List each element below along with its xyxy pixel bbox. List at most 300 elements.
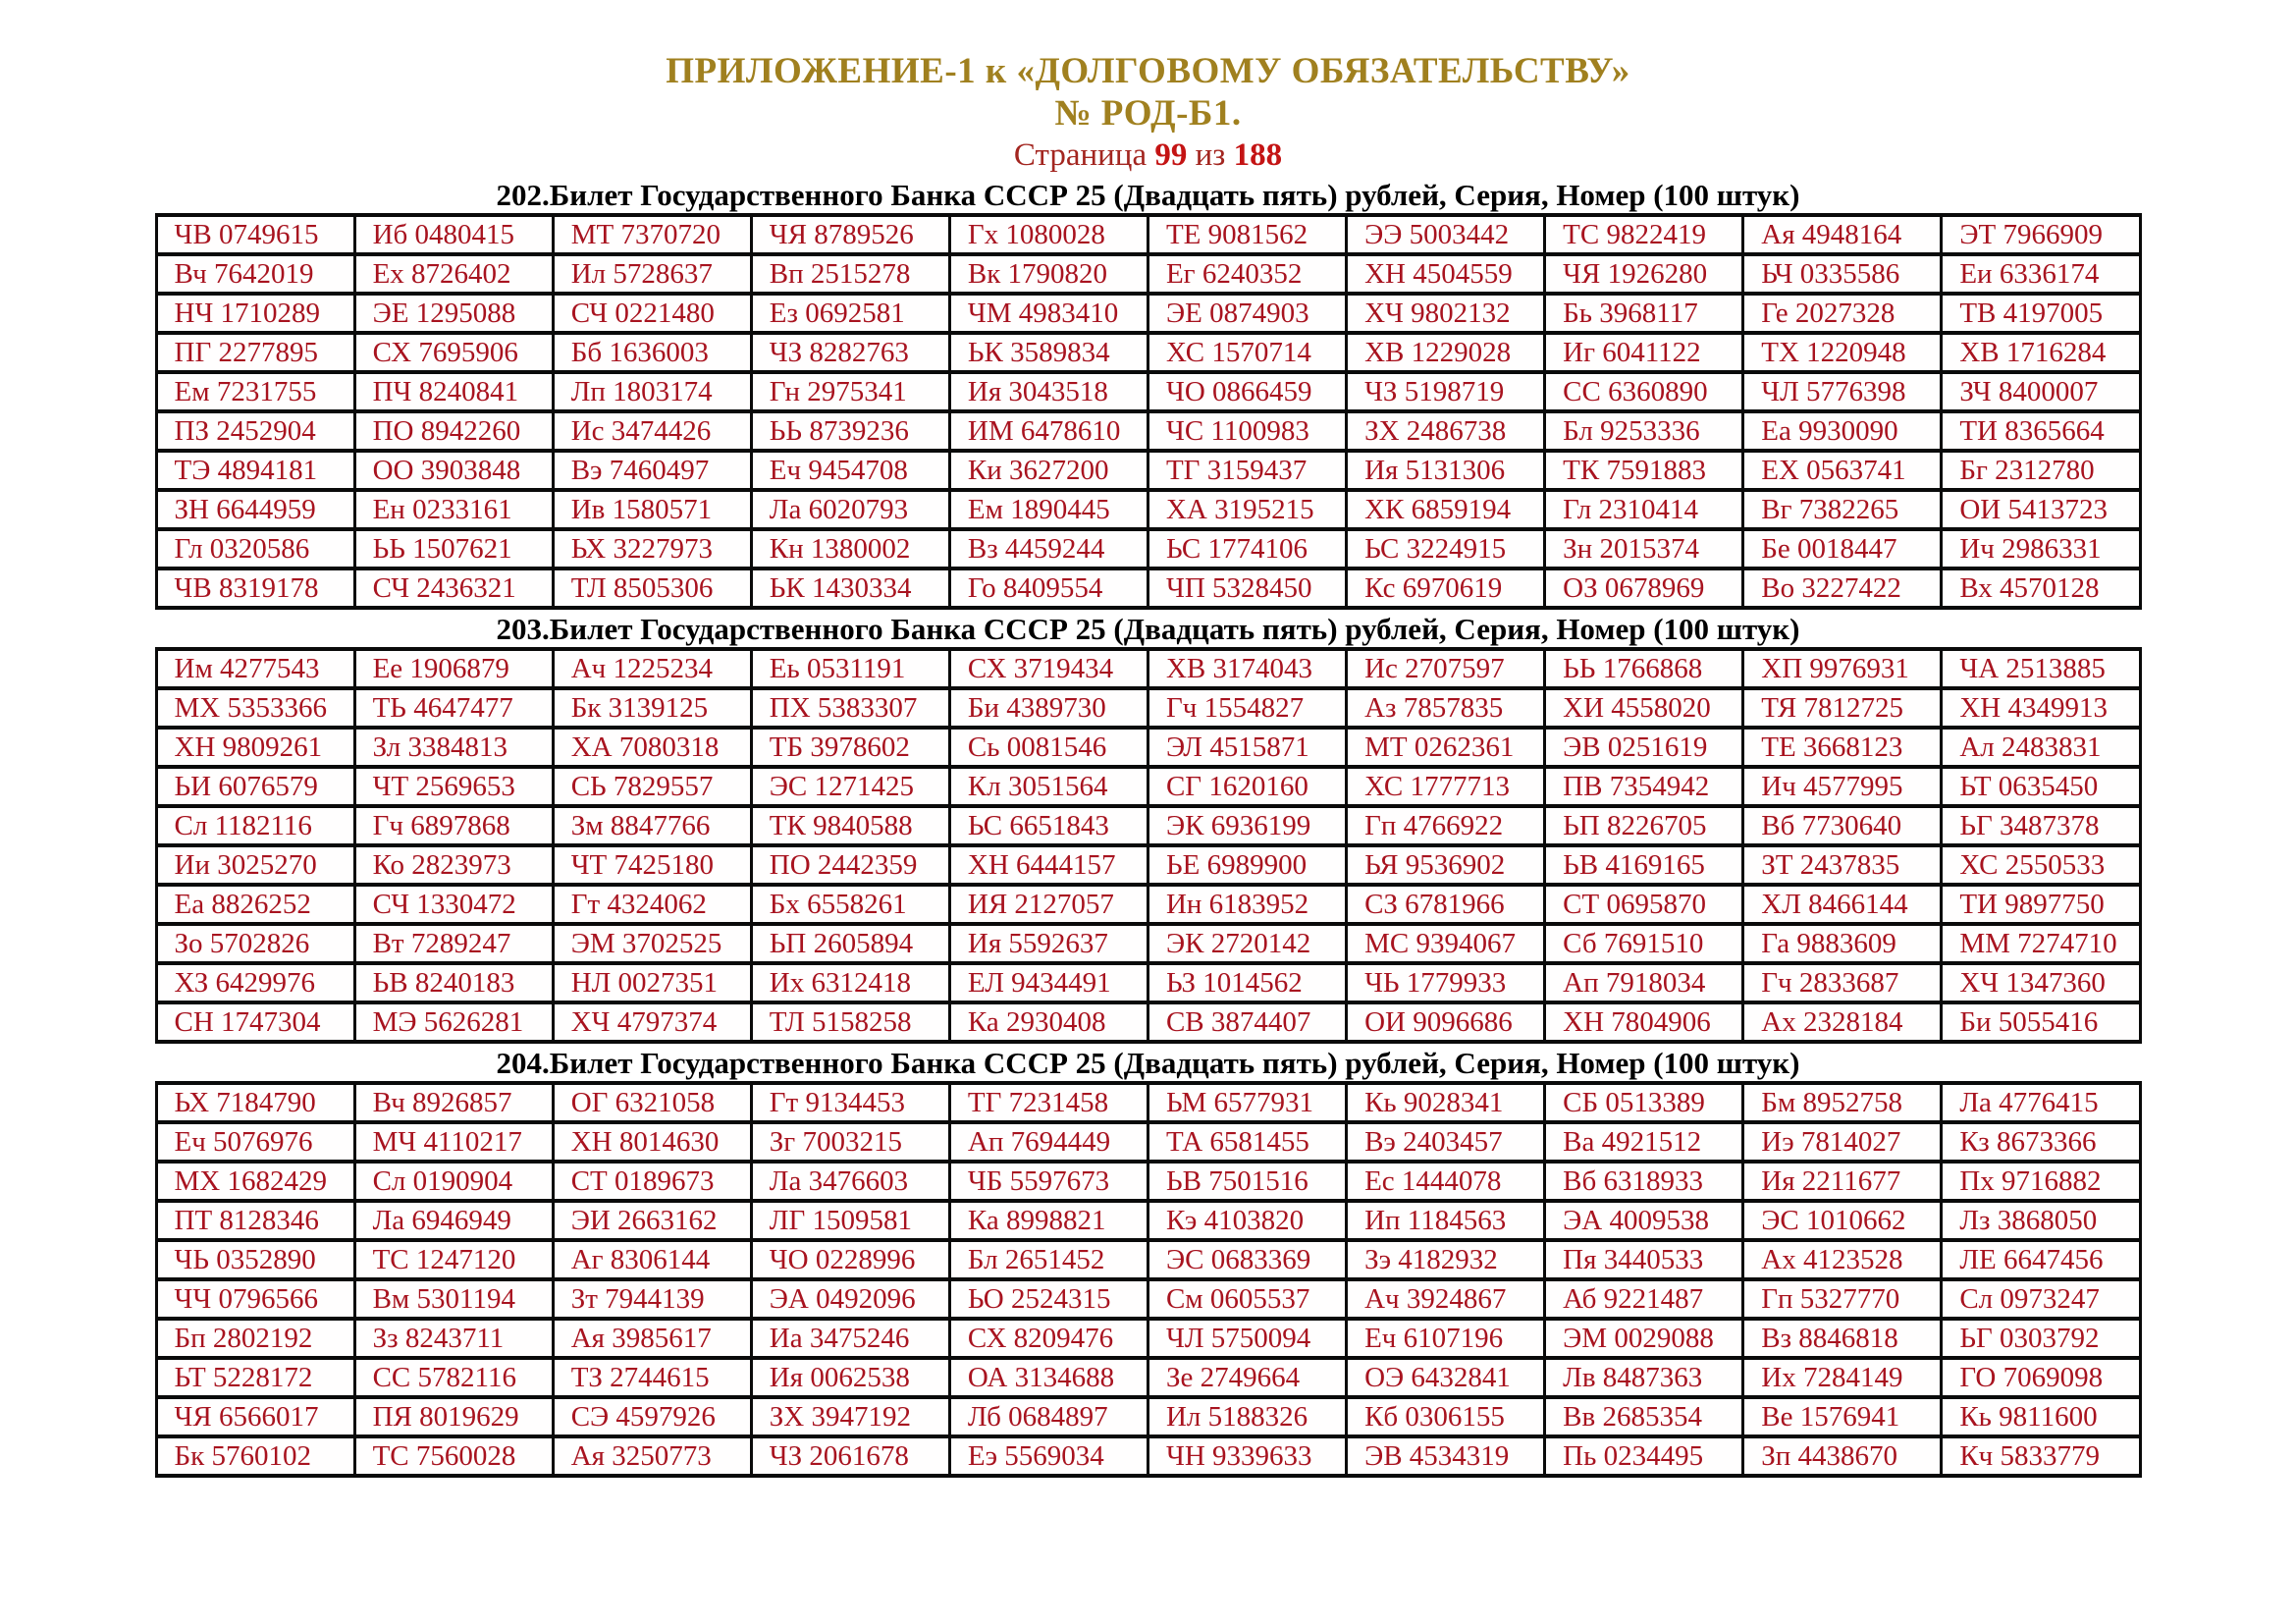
serial-table-2 [155,647,2142,1044]
serial-cell: ПО 8942260 [354,411,553,451]
serial-cell: Иэ 7814027 [1743,1122,1942,1162]
serial-cell: Гч 2833687 [1743,963,1942,1002]
table-row [156,333,2140,372]
sections-container [0,177,2296,1478]
serial-cell: СЗ 6781966 [1347,885,1545,924]
serial-cell: Ег 6240352 [1148,254,1346,294]
serial-cell: ЭК 6936199 [1148,806,1346,845]
serial-cell: СС 6360890 [1545,372,1743,411]
serial-cell: Гп 4766922 [1347,806,1545,845]
serial-cell: Ич 2986331 [1942,529,2140,568]
serial-cell: СГ 1620160 [1148,767,1346,806]
serial-cell: Ка 2930408 [949,1002,1148,1042]
serial-cell: Ах 2328184 [1743,1002,1942,1042]
serial-cell: СТ 0695870 [1545,885,1743,924]
serial-cell: ЗХ 3947192 [751,1397,949,1436]
serial-cell: См 0605537 [1148,1279,1346,1319]
serial-cell: Ап 7694449 [949,1122,1148,1162]
serial-cell: ЬМ 6577931 [1148,1083,1346,1122]
serial-cell: СТ 0189673 [553,1162,751,1201]
serial-cell: Кь 9811600 [1942,1397,2140,1436]
serial-cell: ТЛ 8505306 [553,568,751,608]
serial-cell: ЬЯ 9536902 [1347,845,1545,885]
serial-cell: Ис 3474426 [553,411,751,451]
serial-cell: Зг 7003215 [751,1122,949,1162]
serial-cell: ПТ 8128346 [156,1201,354,1240]
serial-cell: ЭЭ 5003442 [1347,215,1545,254]
table-row [156,568,2140,608]
table-row [156,372,2140,411]
serial-cell: Еэ 5569034 [949,1436,1148,1476]
serial-cell: Аг 8306144 [553,1240,751,1279]
serial-cell: СЧ 2436321 [354,568,553,608]
serial-cell: Их 6312418 [751,963,949,1002]
serial-cell: Кч 5833779 [1942,1436,2140,1476]
serial-cell: ГО 7069098 [1942,1358,2140,1397]
serial-cell: Зэ 4182932 [1347,1240,1545,1279]
serial-cell: ХЧ 4797374 [553,1002,751,1042]
serial-cell: Сь 0081546 [949,728,1148,767]
serial-cell: ЬВ 7501516 [1148,1162,1346,1201]
serial-cell: ЬС 1774106 [1148,529,1346,568]
serial-cell: ЬС 6651843 [949,806,1148,845]
serial-cell: Ла 3476603 [751,1162,949,1201]
serial-cell: Вэ 7460497 [553,451,751,490]
serial-cell: ЧВ 8319178 [156,568,354,608]
serial-cell: Кь 9028341 [1347,1083,1545,1122]
serial-cell: НЛ 0027351 [553,963,751,1002]
serial-cell: Ил 5188326 [1148,1397,1346,1436]
serial-cell: ХК 6859194 [1347,490,1545,529]
serial-cell: Во 3227422 [1743,568,1942,608]
serial-cell: НЧ 1710289 [156,294,354,333]
table-row [156,688,2140,728]
serial-cell: Вб 6318933 [1545,1162,1743,1201]
serial-cell: Гт 9134453 [751,1083,949,1122]
section-title-3: 204.Билет Государственного Банка СССР 25 (Двадцать пять) рублей, Серия, Номер (100 штук) [496,1046,1800,1080]
serial-cell: ПЯ 8019629 [354,1397,553,1436]
serial-cell: ЬК 1430334 [751,568,949,608]
serial-cell: ОЭ 6432841 [1347,1358,1545,1397]
serial-cell: Гн 2975341 [751,372,949,411]
serial-cell: Ез 0692581 [751,294,949,333]
serial-cell: Зт 7944139 [553,1279,751,1319]
serial-cell: Бб 1636003 [553,333,751,372]
serial-cell: ЭИ 2663162 [553,1201,751,1240]
serial-cell: Бк 5760102 [156,1436,354,1476]
serial-cell: Ве 1576941 [1743,1397,1942,1436]
serial-cell: Вч 7642019 [156,254,354,294]
serial-cell: Еь 0531191 [751,649,949,688]
serial-cell: СЭ 4597926 [553,1397,751,1436]
serial-cell: ЧА 2513885 [1942,649,2140,688]
serial-cell: ХЛ 8466144 [1743,885,1942,924]
serial-cell: Ен 0233161 [354,490,553,529]
serial-cell: ТЬ 4647477 [354,688,553,728]
serial-cell: ПЧ 8240841 [354,372,553,411]
serial-cell: ОГ 6321058 [553,1083,751,1122]
serial-cell: Вз 4459244 [949,529,1148,568]
serial-cell: Лв 8487363 [1545,1358,1743,1397]
serial-cell: ИМ 6478610 [949,411,1148,451]
serial-cell: ХН 7804906 [1545,1002,1743,1042]
serial-cell: ЧМ 4983410 [949,294,1148,333]
serial-cell: Ин 6183952 [1148,885,1346,924]
serial-cell: Гт 4324062 [553,885,751,924]
serial-cell: ОИ 5413723 [1942,490,2140,529]
serial-cell: Вп 2515278 [751,254,949,294]
serial-cell: ЭТ 7966909 [1942,215,2140,254]
serial-cell: ХЧ 9802132 [1347,294,1545,333]
serial-cell: ЭМ 0029088 [1545,1319,1743,1358]
serial-cell: ХИ 4558020 [1545,688,1743,728]
table-row [156,1319,2140,1358]
serial-cell: ЬТ 0635450 [1942,767,2140,806]
serial-cell: ОЗ 0678969 [1545,568,1743,608]
serial-cell: ЧЗ 2061678 [751,1436,949,1476]
serial-cell: МЧ 4110217 [354,1122,553,1162]
serial-cell: СС 5782116 [354,1358,553,1397]
serial-cell: Иг 6041122 [1545,333,1743,372]
serial-cell: ЗЧ 8400007 [1942,372,2140,411]
serial-cell: ТБ 3978602 [751,728,949,767]
serial-cell: ЧН 9339633 [1148,1436,1346,1476]
serial-cell: Гп 5327770 [1743,1279,1942,1319]
serial-cell: Бг 2312780 [1942,451,2140,490]
serial-cell: Еч 9454708 [751,451,949,490]
serial-cell: ЧЬ 0352890 [156,1240,354,1279]
serial-cell: Ла 6946949 [354,1201,553,1240]
serial-cell: Зл 3384813 [354,728,553,767]
serial-cell: ЭА 4009538 [1545,1201,1743,1240]
serial-cell: ЧЛ 5750094 [1148,1319,1346,1358]
section-title-2: 203.Билет Государственного Банка СССР 25 (Двадцать пять) рублей, Серия, Номер (100 штук) [496,612,1800,646]
serial-cell: ТС 9822419 [1545,215,1743,254]
of-word: из [1195,137,1226,173]
serial-cell: Им 4277543 [156,649,354,688]
serial-cell: ЧЯ 6566017 [156,1397,354,1436]
serial-cell: ЧЯ 1926280 [1545,254,1743,294]
serial-cell: Пя 3440533 [1545,1240,1743,1279]
serial-cell: Ия 5592637 [949,924,1148,963]
serial-cell: МХ 1682429 [156,1162,354,1201]
serial-cell: Ис 2707597 [1347,649,1545,688]
serial-cell: Бх 6558261 [751,885,949,924]
serial-cell: Бь 3968117 [1545,294,1743,333]
serial-cell: Ла 4776415 [1942,1083,2140,1122]
serial-cell: ХС 1777713 [1347,767,1545,806]
serial-cell: ЭЛ 4515871 [1148,728,1346,767]
serial-cell: Сл 1182116 [156,806,354,845]
serial-cell: Вб 7730640 [1743,806,1942,845]
serial-cell: Кэ 4103820 [1148,1201,1346,1240]
serial-cell: ХЗ 6429976 [156,963,354,1002]
serial-cell: Гч 6897868 [354,806,553,845]
serial-cell: Зп 4438670 [1743,1436,1942,1476]
page-indicator [0,135,2296,176]
serial-cell: ЕХ 0563741 [1743,451,1942,490]
table-row [156,963,2140,1002]
serial-cell: ЛЕ 6647456 [1942,1240,2140,1279]
serial-cell: Ия 5131306 [1347,451,1545,490]
serial-cell: ЧЬ 1779933 [1347,963,1545,1002]
serial-cell: ТИ 8365664 [1942,411,2140,451]
serial-cell: Би 5055416 [1942,1002,2140,1042]
serial-cell: ЬЬ 1766868 [1545,649,1743,688]
table-row [156,885,2140,924]
page-word: Страница [1013,137,1148,173]
serial-cell: ЭК 2720142 [1148,924,1346,963]
serial-cell: ЧП 5328450 [1148,568,1346,608]
serial-cell: Лз 3868050 [1942,1201,2140,1240]
serial-cell: ЭМ 3702525 [553,924,751,963]
serial-cell: Вв 2685354 [1545,1397,1743,1436]
serial-cell: СХ 8209476 [949,1319,1148,1358]
serial-cell: Га 9883609 [1743,924,1942,963]
serial-cell: Гл 2310414 [1545,490,1743,529]
serial-cell: Еч 5076976 [156,1122,354,1162]
serial-cell: ТХ 1220948 [1743,333,1942,372]
serial-cell: ЧЛ 5776398 [1743,372,1942,411]
serial-cell: ПХ 5383307 [751,688,949,728]
table-row [156,451,2140,490]
serial-cell: ЬХ 3227973 [553,529,751,568]
serial-cell: Ва 4921512 [1545,1122,1743,1162]
serial-cell: ЬТ 5228172 [156,1358,354,1397]
serial-cell: ЭЕ 1295088 [354,294,553,333]
table-row [156,1436,2140,1476]
serial-cell: ИЯ 2127057 [949,885,1148,924]
serial-cell: СХ 3719434 [949,649,1148,688]
serial-cell: ЬЧ 0335586 [1743,254,1942,294]
serial-cell: Вг 7382265 [1743,490,1942,529]
serial-cell: ЧЗ 8282763 [751,333,949,372]
serial-cell: ЭС 1271425 [751,767,949,806]
serial-cell: ТК 7591883 [1545,451,1743,490]
document-title: ПРИЛОЖЕНИЕ-1 к «ДОЛГОВОМУ ОБЯЗАТЕЛЬСТВУ» [666,51,1630,91]
serial-cell: ТК 9840588 [751,806,949,845]
serial-cell: Сб 7691510 [1545,924,1743,963]
serial-cell: Ка 8998821 [949,1201,1148,1240]
serial-cell: Зо 5702826 [156,924,354,963]
serial-cell: СЧ 1330472 [354,885,553,924]
serial-cell: ММ 7274710 [1942,924,2140,963]
serial-cell: Ич 4577995 [1743,767,1942,806]
serial-cell: ЭЕ 0874903 [1148,294,1346,333]
serial-cell: Сл 0973247 [1942,1279,2140,1319]
serial-cell: ХП 9976931 [1743,649,1942,688]
serial-cell: Иа 3475246 [751,1319,949,1358]
serial-cell: Ия 0062538 [751,1358,949,1397]
serial-cell: ХС 1570714 [1148,333,1346,372]
serial-cell: ЗН 6644959 [156,490,354,529]
serial-cell: ЗТ 2437835 [1743,845,1942,885]
serial-cell: ТЕ 9081562 [1148,215,1346,254]
table-row [156,1279,2140,1319]
serial-cell: Еа 8826252 [156,885,354,924]
serial-cell: Зм 8847766 [553,806,751,845]
serial-cell: ЧО 0866459 [1148,372,1346,411]
serial-cell: Зе 2749664 [1148,1358,1346,1397]
serial-cell: Кн 1380002 [751,529,949,568]
serial-cell: Кл 3051564 [949,767,1148,806]
serial-cell: Ив 1580571 [553,490,751,529]
serial-cell: ТЛ 5158258 [751,1002,949,1042]
serial-cell: Пь 0234495 [1545,1436,1743,1476]
document-number: № РОД-Б1. [1054,93,1242,134]
serial-cell: ЬГ 0303792 [1942,1319,2140,1358]
serial-cell: Ия 3043518 [949,372,1148,411]
serial-cell: ЬВ 8240183 [354,963,553,1002]
serial-cell: Вм 5301194 [354,1279,553,1319]
serial-cell: ЬЕ 6989900 [1148,845,1346,885]
serial-cell: МТ 0262361 [1347,728,1545,767]
serial-cell: Кб 0306155 [1347,1397,1545,1436]
serial-cell: Бп 2802192 [156,1319,354,1358]
serial-cell: Еи 6336174 [1942,254,2140,294]
serial-cell: ТЯ 7812725 [1743,688,1942,728]
serial-cell: ЧЗ 5198719 [1347,372,1545,411]
serial-cell: Ал 2483831 [1942,728,2140,767]
serial-cell: Ах 4123528 [1743,1240,1942,1279]
serial-table-3 [155,1081,2142,1478]
serial-cell: ЬЬ 8739236 [751,411,949,451]
serial-cell: ТВ 4197005 [1942,294,2140,333]
serial-cell: ХС 2550533 [1942,845,2140,885]
serial-cell: СЧ 0221480 [553,294,751,333]
serial-cell: Ая 4948164 [1743,215,1942,254]
serial-cell: ЬК 3589834 [949,333,1148,372]
table-row [156,1002,2140,1042]
serial-cell: ЗХ 2486738 [1347,411,1545,451]
serial-cell: ЧЧ 0796566 [156,1279,354,1319]
serial-cell: Го 8409554 [949,568,1148,608]
table-row [156,1358,2140,1397]
table-row [156,649,2140,688]
serial-cell: ОО 3903848 [354,451,553,490]
serial-table-1 [155,213,2142,610]
table-row [156,529,2140,568]
table-row [156,924,2140,963]
serial-cell: Ла 6020793 [751,490,949,529]
table-row [156,215,2140,254]
serial-cell: ТГ 7231458 [949,1083,1148,1122]
table-row [156,490,2140,529]
serial-cell: ХА 3195215 [1148,490,1346,529]
serial-cell: ЛГ 1509581 [751,1201,949,1240]
serial-cell: Ач 1225234 [553,649,751,688]
serial-cell: ХВ 3174043 [1148,649,1346,688]
section-title-1: 202.Билет Государственного Банка СССР 25 (Двадцать пять) рублей, Серия, Номер (100 штук) [496,178,1800,212]
serial-cell: ХВ 1716284 [1942,333,2140,372]
table-row [156,728,2140,767]
serial-cell: ПО 2442359 [751,845,949,885]
serial-cell: ЬИ 6076579 [156,767,354,806]
table-row [156,1397,2140,1436]
table-row [156,1162,2140,1201]
table-row [156,411,2140,451]
serial-cell: Вк 1790820 [949,254,1148,294]
serial-cell: ТЕ 3668123 [1743,728,1942,767]
serial-cell: Еа 9930090 [1743,411,1942,451]
serial-cell: Ес 1444078 [1347,1162,1545,1201]
serial-cell: ТИ 9897750 [1942,885,2140,924]
serial-cell: Ем 1890445 [949,490,1148,529]
serial-cell: Вч 8926857 [354,1083,553,1122]
serial-cell: Ил 5728637 [553,254,751,294]
serial-cell: Ко 2823973 [354,845,553,885]
table-row [156,254,2140,294]
serial-cell: Ап 7918034 [1545,963,1743,1002]
serial-cell: ПЗ 2452904 [156,411,354,451]
serial-cell: ХА 7080318 [553,728,751,767]
table-row [156,1083,2140,1122]
serial-cell: ЧТ 2569653 [354,767,553,806]
serial-cell: Бе 0018447 [1743,529,1942,568]
serial-cell: Сл 0190904 [354,1162,553,1201]
page-current: 99 [1154,137,1188,173]
serial-cell: ТС 1247120 [354,1240,553,1279]
serial-cell: Пх 9716882 [1942,1162,2140,1201]
serial-cell: ЭВ 0251619 [1545,728,1743,767]
serial-cell: ТЗ 2744615 [553,1358,751,1397]
serial-cell: ЬЬ 1507621 [354,529,553,568]
serial-cell: ОИ 9096686 [1347,1002,1545,1042]
serial-cell: ЭА 0492096 [751,1279,949,1319]
serial-cell: СН 1747304 [156,1002,354,1042]
serial-cell: СХ 7695906 [354,333,553,372]
serial-cell: ЧС 1100983 [1148,411,1346,451]
serial-cell: Ач 3924867 [1347,1279,1545,1319]
serial-cell: Лп 1803174 [553,372,751,411]
serial-cell: Ем 7231755 [156,372,354,411]
table-row [156,767,2140,806]
serial-cell: ЬП 2605894 [751,924,949,963]
serial-cell: Вт 7289247 [354,924,553,963]
serial-cell: ЭС 0683369 [1148,1240,1346,1279]
serial-cell: Бм 8952758 [1743,1083,1942,1122]
table-row [156,1122,2140,1162]
table-row [156,1201,2140,1240]
serial-cell: Бл 2651452 [949,1240,1148,1279]
serial-cell: ЬС 3224915 [1347,529,1545,568]
serial-cell: Ии 3025270 [156,845,354,885]
serial-cell: Аб 9221487 [1545,1279,1743,1319]
serial-cell: Кс 6970619 [1347,568,1545,608]
serial-cell: ХН 4349913 [1942,688,2140,728]
serial-cell: Их 7284149 [1743,1358,1942,1397]
serial-cell: СЬ 7829557 [553,767,751,806]
serial-cell: ЧО 0228996 [751,1240,949,1279]
serial-cell: Ге 2027328 [1743,294,1942,333]
serial-cell: ПГ 2277895 [156,333,354,372]
serial-cell: ЬО 2524315 [949,1279,1148,1319]
serial-cell: МТ 7370720 [553,215,751,254]
serial-cell: Зз 8243711 [354,1319,553,1358]
serial-cell: Би 4389730 [949,688,1148,728]
serial-cell: ЬГ 3487378 [1942,806,2140,845]
page-total: 188 [1233,137,1283,173]
serial-cell: Бл 9253336 [1545,411,1743,451]
serial-cell: Еч 6107196 [1347,1319,1545,1358]
serial-cell: ЬВ 4169165 [1545,845,1743,885]
serial-cell: ХН 8014630 [553,1122,751,1162]
serial-cell: ОА 3134688 [949,1358,1148,1397]
serial-cell: ЭВ 4534319 [1347,1436,1545,1476]
table-row [156,806,2140,845]
serial-cell: Гх 1080028 [949,215,1148,254]
serial-cell: ЧВ 0749615 [156,215,354,254]
